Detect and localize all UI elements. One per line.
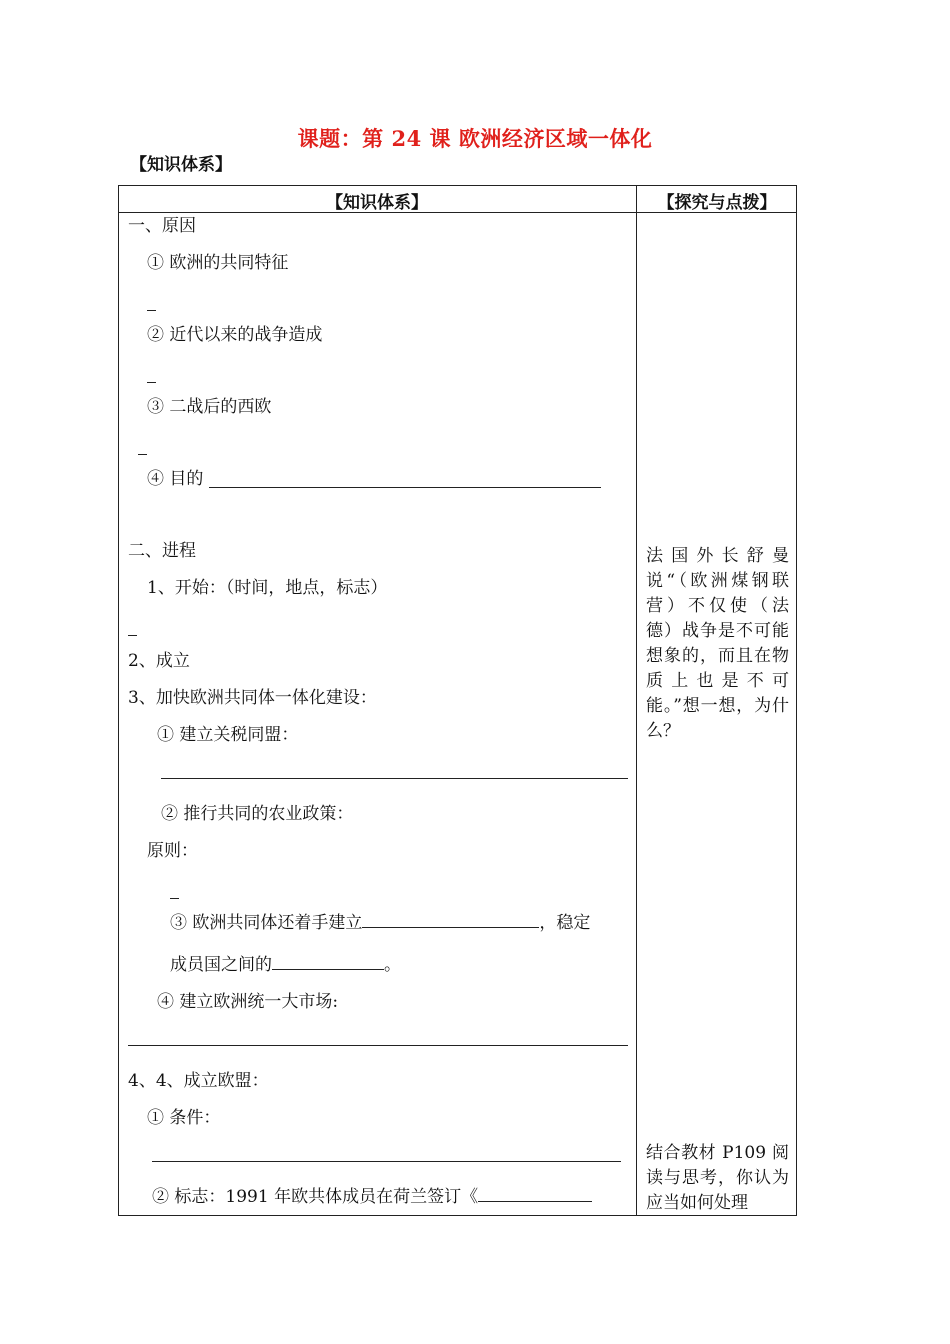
answer-blank[interactable] <box>272 955 384 970</box>
answer-blank[interactable] <box>128 635 137 636</box>
answer-blank[interactable] <box>209 487 601 488</box>
process-item-3-sub-3-text: ③ 欧洲共同体还着手建立 <box>170 913 363 933</box>
process-item-3-sub-3-text: ，稳定 <box>539 913 591 933</box>
process-item-3-sub-1: ① 建立关税同盟： <box>157 725 299 745</box>
process-item-3-sub-3 <box>170 912 590 934</box>
right-column-header: 【探究与点拨】 <box>657 193 777 213</box>
answer-blank[interactable] <box>152 1161 621 1162</box>
left-column-header: 【知识体系】 <box>326 193 428 213</box>
process-item-3-sub-4: ④ 建立欧洲统一大市场: <box>157 992 339 1012</box>
principle-label: 原则： <box>147 841 198 861</box>
answer-blank[interactable] <box>128 1045 628 1046</box>
process-item-2: 2、成立 <box>128 651 190 671</box>
process-item-3-sub-3-cont <box>170 954 401 976</box>
reason-item-4: ④ 目的 <box>147 469 204 489</box>
answer-blank[interactable] <box>161 778 628 779</box>
reason-item-1: ① 欧洲的共同特征 <box>147 253 289 273</box>
process-item-4: 4、4、成立欧盟： <box>128 1071 269 1091</box>
answer-blank[interactable] <box>170 898 179 899</box>
reason-item-3: ③ 二战后的西欧 <box>147 397 272 417</box>
hint-note-2: 结合教材 P109 阅读与思考，你认为应当如何处理 <box>646 1143 789 1213</box>
answer-blank[interactable] <box>362 913 539 928</box>
answer-blank[interactable] <box>478 1187 592 1202</box>
answer-blank[interactable] <box>138 454 147 455</box>
reason-item-2: ② 近代以来的战争造成 <box>147 325 323 345</box>
process-item-3-sub-3-text: 。 <box>384 955 401 975</box>
process-item-4-sub-2 <box>152 1186 592 1208</box>
answer-blank[interactable] <box>147 382 156 383</box>
page-title: 课题：第 24 课 欧洲经济区域一体化 <box>297 126 653 151</box>
section-label: 【知识体系】 <box>130 155 232 175</box>
column-divider <box>636 185 637 1216</box>
answer-blank[interactable] <box>147 310 156 311</box>
process-item-3: 3、加快欧洲共同体一体化建设： <box>128 688 377 708</box>
section-process-heading: 二、进程 <box>128 541 196 561</box>
process-item-3-sub-2: ② 推行共同的农业政策： <box>161 804 354 824</box>
section-reasons-heading: 一、原因 <box>128 216 196 236</box>
process-item-3-sub-3-text: 成员国之间的 <box>170 955 272 975</box>
process-item-4-sub-2-text: ② 标志：1991 年欧共体成员在荷兰签订《 <box>152 1187 479 1207</box>
process-item-4-sub-1: ① 条件： <box>147 1108 221 1128</box>
hint-note-1: 法国外长舒曼说“（欧洲煤钢联营）不仅使（法德）战争是不可能想象的，而且在物质上也是不可能。”想一想，为什么？ <box>646 546 789 741</box>
process-item-1: 1、开始：（时间，地点，标志） <box>147 578 388 598</box>
